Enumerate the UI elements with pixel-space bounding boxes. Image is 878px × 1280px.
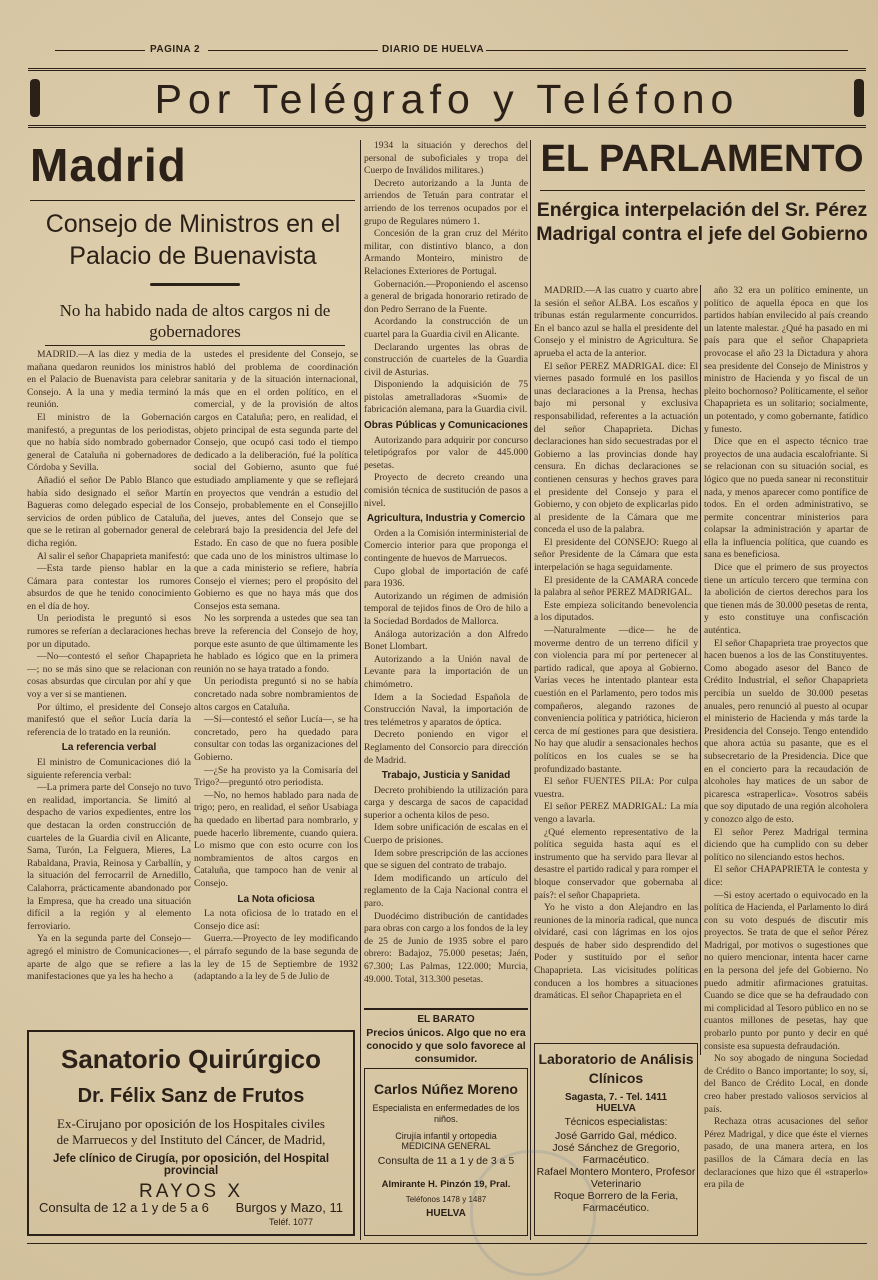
subheading: Trabajo, Justicia y Sanidad (381, 770, 511, 782)
laboratorio-staff-2: José Sánchez de Gregorio, Farmacéutico. (552, 1142, 680, 1166)
paragraph: —Sí—contestó el señor Lucía—, se ha concretado, pero ha quedado para consultar con todas las organizaciones del Gobierno. (194, 714, 358, 763)
madrid-headline: Consejo de Ministros en el Palacio de Buenavista (45, 210, 341, 270)
paragraph: Proyecto de decreto creando una comisión técnica de sustitución de pasos a nivel. (364, 472, 528, 509)
sanatorio-line-2: de Marruecos y del Instituto del Cáncer, de Madrid, (56, 1132, 326, 1147)
paragraph: La nota oficiosa de lo tratado en el Consejo dice así: (194, 908, 358, 932)
paragraph: El señor FUENTES PILA: Por culpa vuestra. (534, 776, 698, 800)
section-banner (28, 68, 866, 128)
paragraph: —Naturalmente —dice— he de moverme dentro de un terreno difícil y con violencia para mí por pertenecer al partido radical, que apoya al Gobierno. Varias veces he intentado plantear esta cuestión en el Parlamento, pero todos mis compañeros, alegando razones de conveniencia política y patriótica, hicieron cerca de mí gestiones para que desistiera. No hay que aludir a sensacionales hechos políticos en los cuales se se ha profundizado bastante. (534, 625, 698, 775)
sanatorio-phone: Teléf. 1077 (268, 1217, 313, 1227)
sanatorio-rayos: RAYOS X (138, 1181, 244, 1202)
paragraph: —Esta tarde pienso hablar en la Cámara para contestar los rumores absurdos de que he tenido conocimiento en el día de hoy. (27, 563, 191, 612)
paragraph: Declarando urgentes las obras de construcción de cuarteles de la Guardia civil de Asturias. (364, 341, 528, 378)
paragraph: Disponiendo la adquisición de 75 pistolas ametralladoras «Suomi» de fabricación alemana, para la Guardia civil. (364, 379, 528, 416)
paragraph: ustedes el presidente del Consejo, se habló del problema de coordinación sanitaria y de la situación internacional, más que en el orden político, en el comercial, y de la provisión de altos cargos en Cataluña; pero, en realidad, el objeto principal de esta segunda parte del Consejo, que ocupó casi todo el tiempo dedicado a la deliberación, fué la política social del Gobierno, asunto que fué estudiado ampliamente y que se reflejará en proyectos que vendrán a estudio del Consejo, probablemente en el Consejillo del jueves, antes del Consejo que se celebrará bajo la presidencia del Jefe del Estado. En caso de que no fuera posible que cada uno de los ministros ultimase lo que a cada ministerio se refiere, habría Consejo el viernes; pero el propósito del Gobierno es que no haya más que dos Consejos esta semana. (194, 349, 358, 612)
paragraph: Dice que en el aspecto técnico trae proyectos de una audacia escalofriante. Si se relacionan con su situación social, es lógico que no pueda sanear ni reconstituir nada, y menos aparecer como pontífice de todos. En el orden administrativo, se permite concentrar ministerios para colapsar la administración y apartar de ella la influencia política, que cuando es sana es beneficiosa. (704, 436, 868, 561)
paragraph: —No, no hemos hablado para nada de trigo; pero, en realidad, el señor Usabiaga ha quedado en libertad para nombrarlo, y puede hacerlo libremente, cuando quiera. Lo mismo que con esto ocurre con los nombramientos de altos cargos en Cataluña, que tampoco han de venir al Consejo. (194, 789, 358, 889)
laboratorio-staff-1: José Garrido Gal, médico. (555, 1130, 677, 1142)
ornament-left-icon (30, 79, 40, 117)
madrid-column-1 (27, 349, 191, 1015)
carlos-line-3: MEDICINA GENERAL (401, 1141, 491, 1151)
paragraph: Autorizando un régimen de admisión temporal de tejidos finos de Oro de hilo a la Sociedad Bordados de Mallorca. (364, 590, 528, 627)
paragraph: Concesión de la gran cruz del Mérito militar, con distintivo blanco, a don Armando Monteiro, ministro de Relaciones Exteriores de Portugal. (364, 228, 528, 277)
paragraph: El señor PEREZ MADRIGAL: La mía vengo a lavarla. (534, 801, 698, 825)
paragraph: Guerra.—Proyecto de ley modificando el párrafo segundo de la base segunda de la ley de 15 de Septiembre de 1932 (adaptando a la ley de 5 de Julio de (194, 933, 358, 983)
paragraph: Este empieza solicitando benevolencia a los diputados. (534, 599, 698, 624)
laboratorio-staff-4: Roque Borrero de la Feria, Farmacéutico. (553, 1190, 679, 1214)
paragraph: —Si estoy acertado o equivocado en la política de Hacienda, el Parlamento lo dirá con su voto después de discutir mis proyectos. Se trata de que el señor Pérez Madrigal, por motivos o sugestiones que no quiero mencionar, intenta hacer carne en la persona del jefe del Gobierno. No puedo admitir afirmaciones gratuitas. Cuando se dice que se ha defraudado con mi complicidad al Tesoro público en no se cuantos millones de pesetas, hay que probarlo punto por punto y decir en qué consiste esa supuesta defraudación. (704, 889, 868, 1052)
laboratorio-staff-3: Rafael Montero Montero, Profesor Veterinario (536, 1166, 696, 1190)
paragraph: Idem a la Sociedad Española de Construcción Naval, la importación de tres telémetros y aparatos de óptica. (364, 691, 528, 728)
paragraph: El señor PEREZ MADRIGAL dice: El viernes pasado formulé en los pasillos unas declaraciones a la Prensa, hechas bajo mi personal y exclusiva responsabilidad, referentes a la actuación del señor Chapaprieta. Dichas declaraciones han sido secuestradas por el Gobierno a las provincias donde hay censura. En dichas declaraciones se contienen censuras y hechos graves para el presidente del Consejo y para el Gobierno, y con objeto de explicarlas pido al presidente de la Cámara que me conceda el uso de la palabra. (534, 360, 698, 536)
laboratorio-address: Sagasta, 7. - Tel. 1411 (564, 1092, 668, 1103)
paragraph: Yo he visto a don Alejandro en las reuniones de la minoría radical, que nunca olvidaré, casi con lágrimas en los ojos después de haber sido desprendido del Poder y sustituído por el señor Chapaprieta. Las vicisitudes políticas conducen a los hombres a situaciones dramáticas. El señor Chapaprieta en el (534, 902, 698, 1002)
banner-title: Por Telégrafo y Teléfono (154, 76, 740, 122)
parlamento-section-title: EL PARLAMENTO (540, 138, 864, 180)
paragraph: El ministro de la Gobernación manifestó, a preguntas de los periodistas, que no había sido nombrado gobernador general de Cataluña ni gobernadores de Córdoba y Sevilla. (27, 411, 191, 474)
paragraph: —¿Se ha provisto ya la Comisaría del Trigo?—preguntó otro periodista. (194, 764, 358, 789)
paragraph: El señor Chapaprieta trae proyectos que hacen buenos a los de las Constituyentes. Como abogado asesor del Banco de Crédito Industrial, el señor Chapaprieta percibía un sueldo de 30.000 pesetas anuales, pero renunció al puesto al ocupar el ministerio de Hacienda y más tarde la Presidencia del Consejo. Tengo entendido que ahora actúa su pasante, que es el subsecretario de la Presidencia. Dice que en el concierto para la recaudación de alcoholes hay matices de un sabor de picaresca «straperlica». Vosotros sabéis que soy diputado de una región alcoholera y conozco algo de esto. (704, 637, 868, 825)
carlos-phones: Teléfonos 1478 y 1487 (405, 1195, 487, 1204)
paragraph: año 32 era un político eminente, un político de aquella época en que los partidos habían envilecido al país creando un latente malestar. ¿Qué ha pasado en mi país para que el señor Chapaprieta provocase el año 23 la Dictadura y ahora sea presidente del Consejo de Ministros y ministro de Hacienda y yo fiscal de un pleito bochornoso? Políticamente, el señor Chapaprieta es un solitario; socialmente, un potentado, y como gobernante, fatídico y funesto. (704, 285, 868, 435)
paragraph: El señor CHAPAPRIETA le contesta y dice: (704, 864, 868, 888)
carlos-hours: Consulta de 11 a 1 y de 3 a 5 (377, 1155, 515, 1167)
carlos-line-1: Especialista en enfermedades de los niños. (372, 1103, 520, 1124)
paragraph: Decreto poniendo en vigor el Reglamento del Consorcio para dirección de Madrid. (364, 729, 528, 766)
paragraph: El ministro de Comunicaciones dió la siguiente referencia verbal: (27, 757, 191, 781)
paragraph: Duodécimo distribución de cantidades para obras con cargo a los fondos de la ley de 25 de Junio de 1935 sobre el paro obrero: Badajoz, 75.000 pesetas; Jaén, 67.300; Las Palmas, 122.000; Murcia, 49.000. Total, 313.300 pesetas. (364, 910, 528, 985)
subheading: Obras Públicas y Comunicaciones (364, 420, 528, 432)
page-number: PAGINA 2 (150, 44, 201, 55)
paragraph: Idem sobre prescripción de las acciones que se siguen del contrato de trabajo. (364, 847, 528, 872)
paragraph: Un periodista le preguntó si esos rumores se referían a declaraciones hechas por un diputado. (27, 613, 191, 650)
parlamento-column-1 (534, 285, 698, 1041)
paragraph: MADRID.—A las diez y media de la mañana quedaron reunidos los ministros en el Palacio de Buenavista para celebrar Consejo. A la una y media terminó la reunión. (27, 349, 191, 411)
paragraph: Gobernación.—Proponiendo el ascenso a general de brigada honorario retirado de don Pedro Serrano de la Fuente. (364, 278, 528, 315)
paragraph: Autorizando para adquirir por concurso teletipógrafos por valor de 445.000 pesetas. (364, 434, 528, 471)
laboratorio-city: HUELVA (596, 1103, 636, 1114)
paragraph: Orden a la Comisión interministerial de Comercio interior para que proponga el contingente de huevos de Marruecos. (364, 527, 528, 564)
paragraph: Decreto autorizando a la Junta de arriendos de Tetuán para contratar el arriendo de los terrenos ocupados por el grupo de Regulares número 1. (364, 177, 528, 227)
paragraph: Acordando la construcción de un cuartel para la Guardia civil en Alicante. (364, 316, 528, 340)
parlamento-column-2 (704, 285, 868, 1245)
carlos-name: Carlos Núñez Moreno (374, 1081, 518, 1097)
subheading: La referencia verbal (61, 742, 157, 754)
laboratorio-label: Técnicos especialistas: (564, 1117, 668, 1128)
madrid-subhead: No ha habido nada de altos cargos ni de gobernadores (59, 301, 331, 341)
subheading: Agricultura, Industria y Comercio (366, 513, 526, 525)
sanatorio-title: Sanatorio Quirúrgico (60, 1044, 322, 1074)
sanatorio-ad (27, 1030, 355, 1236)
sanatorio-line-3: Jefe clínico de Cirugía, por oposición, del Hospital provincial (52, 1153, 330, 1177)
madrid-column-3 (364, 140, 528, 1002)
paragraph: Ya en la segunda parte del Consejo—agregó el ministro de Comunicaciones—, aparte de algo que se refiere a las manifestaciones que ya les ha hecho a (27, 933, 191, 983)
paragraph: No les sorprenda a ustedes que sea tan breve la referencia del Consejo de hoy, porque este asunto de que últimamente les he hablado es lógico que en la primera reunión no se haya tratado a fondo. (194, 613, 358, 675)
madrid-section-title: Madrid (30, 139, 187, 191)
laboratorio-title: Laboratorio de Análisis Clínicos (538, 1051, 694, 1086)
library-stamp-icon (470, 1150, 596, 1276)
paragraph: 1934 la situación y derechos del personal de suboficiales y tropa del Cuerpo de Inválidos militares.) (364, 140, 528, 177)
paragraph: Al salir el señor Chapaprieta manifestó: (37, 550, 190, 562)
paragraph: —No—contestó el señor Chapaprieta—; no se más sino que se relacionan con cosas absurdas que circulan por ahí y que voy a ver si se mantienen. (27, 651, 191, 701)
paragraph: Rechaza otras acusaciones del señor Pérez Madrigal, y dice que éste el viernes pasado, de una manera artera, en los pasillos de la Cámara decía en las declaraciones que hizo que él «straperlo» era pila de (704, 1116, 868, 1191)
sanatorio-doctor: Dr. Félix Sanz de Frutos (77, 1085, 305, 1107)
madrid-column-2 (194, 349, 358, 1015)
paragraph: Por último, el presidente del Consejo manifestó que el señor Lucía daría la referencia de lo tratado en la reunión. (27, 701, 191, 738)
paragraph: El presidente de la CAMARA concede la palabra al señor PEREZ MADRIGAL. (534, 574, 698, 599)
sanatorio-line-1: Ex-Cirujano por oposición de los Hospitales civiles (57, 1116, 325, 1131)
paragraph: Añadió el señor De Pablo Blanco que había sido designado el señor Martín Bagueras como delegado especial de los servicios de orden público de Cataluña, que se le retiran al gobernador general de dicha región. (27, 474, 191, 549)
paragraph: ¿Qué elemento representativo de la política seguida hasta aquí es el instrumento que ha servido para llevar al desastre el partido radical y para romper el bloque conservador que gobernaba al país?: el señor Chapaprieta. (534, 826, 698, 901)
paragraph: MADRID.—A las cuatro y cuarto abre la sesión el señor ALBA. Los escaños y tribunas están regularmente concurridos. En el banco azul se halla el presidente del Consejo y el ministro de Agricultura. Se aprueba el acta de la anterior. (534, 285, 698, 359)
paragraph: Idem sobre unificación de escalas en el Cuerpo de prisiones. (364, 822, 528, 847)
paragraph: El señor Perez Madrigal termina diciendo que ha cumplido con su deber político no silenciando estos hechos. (704, 826, 868, 863)
sanatorio-hours: Consulta de 12 a 1 y de 5 a 6 (39, 1200, 209, 1215)
ornament-divider-icon (150, 283, 240, 286)
paragraph: Decreto prohibiendo la utilización para carga y descarga de sacos de capacidad superior a ochenta kilos de peso. (364, 784, 528, 821)
paragraph: El presidente del CONSEJO: Ruego al señor Presidente de la Cámara que esta interpelación se haga seguidamente. (534, 536, 698, 574)
carlos-address: Almirante H. Pinzón 19, Pral. (381, 1179, 511, 1190)
sanatorio-address: Burgos y Mazo, 11 (235, 1200, 343, 1215)
el-barato-title: EL BARATO (417, 1014, 475, 1025)
ornament-right-icon (854, 79, 864, 117)
paragraph: Dice que el primero de sus proyectos tiene un artículo tercero que termina con la abolición de ciertos derechos para los que tienen más de 30.000 pesetas de renta, y esto constituye una confiscación auténtica. (704, 562, 868, 637)
parlamento-headline: Enérgica interpelación del Sr. Pérez Madrigal contra el jefe del Gobierno (536, 199, 868, 245)
paragraph: Cupo global de importación de café para 1936. (364, 565, 528, 590)
carlos-line-2: Cirujía infantil y ortopedia (395, 1131, 497, 1141)
paragraph: Análoga autorización a don Alfredo Bonet Llombart. (364, 628, 528, 653)
paragraph: No soy abogado de ninguna Sociedad de Crédito o Banco importante; lo soy, sí, del Banco de Crédito Local, en donde creo haber prestado valiosos servicios al país. (704, 1053, 868, 1115)
subheading: La Nota oficiosa (237, 893, 315, 905)
paragraph: —La primera parte del Consejo no tuvo en realidad, importancia. Se limitó al despacho de varios expedientes, entre los que destacan la orden construcción de cuarteles de la Guardia civil en Alicante, Sama, Turón, La Felguera, Mieres, La Rabaldana, Pravia, Reinosa y Carballín, y la situación del ferrocarril de Arnedillo, Calahorra, prácticamente abandonado por la Empresa, que ha creado una situación difícil a la región y al elemento ferroviario. (27, 782, 191, 932)
carlos-city: HUELVA (426, 1208, 466, 1219)
el-barato-text: Precios únicos. Algo que no era conocido y que solo favorece al consumidor. (366, 1027, 526, 1065)
paragraph: Idem modificando un artículo del reglamento de la Caja Nacional contra el paro. (364, 872, 528, 910)
paragraph: Un periodista preguntó si no se había concretado nada sobre nombramientos de altos cargos en Cataluña. (194, 676, 358, 713)
newspaper-name: DIARIO DE HUELVA (382, 44, 485, 55)
paragraph: Autorizando a la Unión naval de Levante para la importación de un chimómetro. (364, 653, 528, 690)
